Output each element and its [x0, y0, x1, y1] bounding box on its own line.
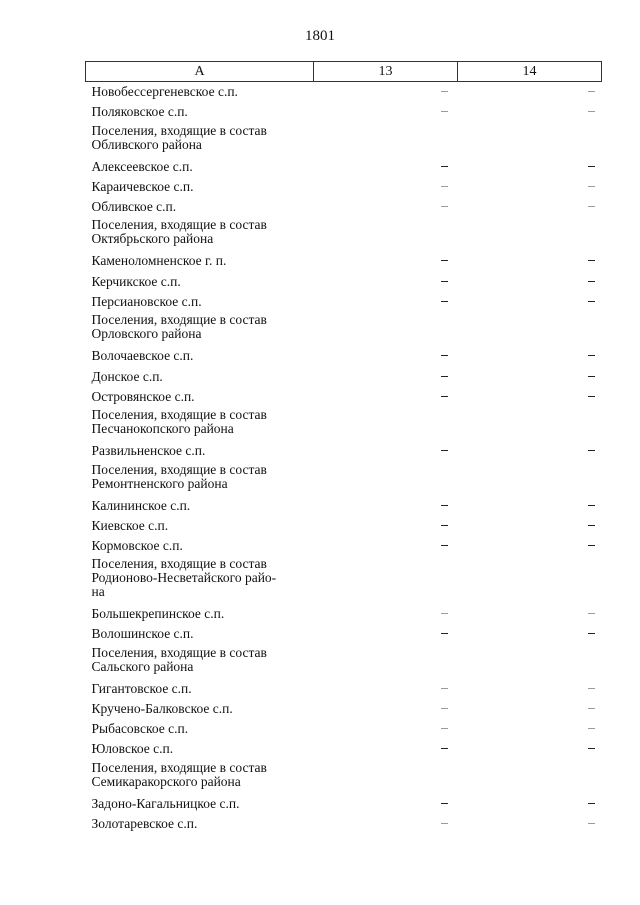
dash-mark [441, 281, 448, 282]
dash-mark [588, 748, 595, 749]
settlement-name-cell: Кручено-Балковское с.п. [91, 700, 233, 716]
column-14-cell [458, 367, 602, 387]
column-14-cell [458, 496, 602, 516]
column-13-cell [314, 441, 458, 461]
column-header-14: 14 [458, 62, 602, 82]
table-row [86, 346, 602, 366]
dash-mark [588, 376, 595, 377]
dash-mark [441, 376, 448, 377]
dash-mark [588, 633, 595, 634]
column-14-cell [458, 645, 602, 679]
section-heading-row [86, 462, 602, 496]
table-row [86, 251, 602, 271]
column-14-cell [458, 814, 602, 834]
column-14-cell [458, 760, 602, 794]
column-13-cell [314, 387, 458, 407]
settlement-name-cell: Юловское с.п. [91, 741, 174, 757]
dash-mark [441, 260, 448, 261]
table-row [86, 197, 602, 217]
dash-mark [441, 633, 448, 634]
column-13-cell [314, 177, 458, 197]
settlement-name-cell: Керчикское с.п. [91, 273, 181, 289]
column-13-cell [314, 760, 458, 794]
settlement-name-cell: Золотаревское с.п. [91, 816, 198, 832]
settlement-name-cell: Каменоломненское г. п. [91, 253, 227, 269]
table-row [86, 496, 602, 516]
column-13-cell [314, 604, 458, 624]
column-13-cell [314, 496, 458, 516]
table-row [86, 814, 602, 834]
dash-mark [441, 748, 448, 749]
column-13-cell [314, 292, 458, 312]
dash-mark [441, 688, 448, 689]
column-13-cell [314, 367, 458, 387]
column-header-13: 13 [314, 62, 458, 82]
dash-mark [588, 728, 595, 729]
section-heading-row [86, 312, 602, 346]
dash-mark [588, 301, 595, 302]
column-14-cell [458, 719, 602, 739]
settlement-name-cell: Большекрепинское с.п. [91, 605, 225, 621]
dash-mark [441, 206, 448, 207]
table-row [86, 272, 602, 292]
settlement-name-cell: Поселения, входящие в состав Октябрьского района [91, 217, 267, 247]
table-row [86, 516, 602, 536]
dash-mark [588, 260, 595, 261]
column-14-cell [458, 387, 602, 407]
settlement-name-cell: Поселения, входящие в состав Родионово-Несветайского райо- на [91, 556, 277, 600]
settlement-name-cell: Новобессергеневское с.п. [91, 84, 238, 99]
dash-mark [588, 186, 595, 187]
dash-mark [588, 688, 595, 689]
column-13-cell [314, 739, 458, 759]
column-14-cell [458, 516, 602, 536]
column-14-cell [458, 679, 602, 699]
column-14-cell [458, 272, 602, 292]
section-heading-row [86, 407, 602, 441]
column-13-cell [314, 462, 458, 496]
dash-mark [441, 708, 448, 709]
column-13-cell [314, 251, 458, 271]
table-header-row [86, 62, 602, 82]
column-14-cell [458, 699, 602, 719]
dash-mark [588, 823, 595, 824]
dash-mark [588, 355, 595, 356]
column-header-a: A [86, 62, 314, 82]
section-heading-row [86, 123, 602, 157]
table-row [86, 82, 602, 103]
column-14-cell [458, 624, 602, 644]
dash-mark [588, 708, 595, 709]
column-14-cell [458, 197, 602, 217]
settlement-name-cell: Поселения, входящие в состав Обливского района [91, 122, 267, 152]
settlement-name-cell: Волошинское с.п. [91, 626, 194, 642]
settlement-name-cell: Развильненское с.п. [91, 443, 206, 459]
dash-mark [588, 525, 595, 526]
column-14-cell [458, 157, 602, 177]
dash-mark [588, 396, 595, 397]
settlement-name-cell: Гигантовское с.п. [91, 680, 192, 696]
column-14-cell [458, 346, 602, 366]
dash-mark [441, 91, 448, 92]
column-13-cell [314, 407, 458, 441]
settlement-name-cell: Поселения, входящие в состав Сальского района [91, 644, 267, 674]
section-heading-row [86, 217, 602, 251]
data-table [85, 61, 602, 834]
dash-mark [588, 166, 595, 167]
column-14-cell [458, 556, 602, 604]
column-13-cell [314, 536, 458, 556]
dash-mark [441, 186, 448, 187]
column-14-cell [458, 462, 602, 496]
dash-mark [441, 545, 448, 546]
table-row [86, 679, 602, 699]
dash-mark [441, 111, 448, 112]
dash-mark [588, 281, 595, 282]
column-13-cell [314, 719, 458, 739]
settlement-name-cell: Поселения, входящие в состав Орловского района [91, 312, 267, 342]
table-row [86, 719, 602, 739]
column-14-cell [458, 217, 602, 251]
dash-mark [441, 803, 448, 804]
dash-mark [588, 91, 595, 92]
settlement-name-cell: Задоно-Кагальницкое с.п. [91, 795, 240, 811]
settlement-name-cell: Обливское с.п. [91, 199, 177, 215]
table-body [86, 82, 602, 835]
settlement-name-cell: Поселения, входящие в состав Ремонтненского района [91, 461, 267, 491]
page-number: 1801 [305, 28, 335, 44]
settlement-name-cell: Поселения, входящие в состав Песчанокопского района [91, 407, 267, 437]
table-row [86, 794, 602, 814]
settlement-name-cell: Поляковское с.п. [91, 104, 188, 120]
dash-mark [588, 505, 595, 506]
dash-mark [441, 355, 448, 356]
settlement-name-cell: Волочаевское с.п. [91, 348, 194, 364]
column-14-cell [458, 739, 602, 759]
table-row [86, 699, 602, 719]
column-14-cell [458, 604, 602, 624]
column-14-cell [458, 312, 602, 346]
column-13-cell [314, 679, 458, 699]
dash-mark [588, 545, 595, 546]
dash-mark [588, 111, 595, 112]
settlement-name-cell: Караичевское с.п. [91, 178, 194, 194]
section-heading-row [86, 645, 602, 679]
settlement-name-cell: Персиановское с.п. [91, 294, 202, 310]
column-14-cell [458, 123, 602, 157]
column-13-cell [314, 157, 458, 177]
dash-mark [588, 450, 595, 451]
column-14-cell [458, 177, 602, 197]
table-row [86, 367, 602, 387]
column-13-cell [314, 197, 458, 217]
column-13-cell [314, 645, 458, 679]
column-13-cell [314, 814, 458, 834]
column-13-cell [314, 699, 458, 719]
settlement-name-cell: Алексеевское с.п. [91, 158, 193, 174]
settlement-name-cell: Калининское с.п. [91, 497, 191, 513]
settlement-name-cell: Островянское с.п. [91, 388, 195, 404]
column-13-cell [314, 217, 458, 251]
column-13-cell [314, 82, 458, 103]
section-heading-row [86, 760, 602, 794]
dash-mark [441, 396, 448, 397]
table-row [86, 441, 602, 461]
settlement-name-cell: Кормовское с.п. [91, 538, 183, 554]
column-13-cell [314, 346, 458, 366]
dash-mark [441, 525, 448, 526]
table-row [86, 102, 602, 122]
settlement-name-cell: Рыбасовское с.п. [91, 721, 189, 737]
dash-mark [441, 301, 448, 302]
table-row [86, 536, 602, 556]
table-row [86, 292, 602, 312]
column-14-cell [458, 82, 602, 103]
dash-mark [441, 728, 448, 729]
dash-mark [588, 206, 595, 207]
settlement-name-cell: Поселения, входящие в состав Семикаракорского района [91, 759, 267, 789]
dash-mark [441, 450, 448, 451]
table-row [86, 624, 602, 644]
dash-mark [441, 505, 448, 506]
table-row [86, 387, 602, 407]
table-row [86, 177, 602, 197]
column-13-cell [314, 272, 458, 292]
dash-mark [441, 613, 448, 614]
column-14-cell [458, 102, 602, 122]
settlement-name-cell: Киевское с.п. [91, 517, 169, 533]
dash-mark [441, 166, 448, 167]
dash-mark [588, 803, 595, 804]
column-13-cell [314, 624, 458, 644]
column-13-cell [314, 794, 458, 814]
column-14-cell [458, 441, 602, 461]
table-row [86, 157, 602, 177]
settlement-name-cell: Донское с.п. [91, 368, 163, 384]
table-row [86, 604, 602, 624]
column-14-cell [458, 251, 602, 271]
dash-mark [441, 823, 448, 824]
column-14-cell [458, 292, 602, 312]
column-14-cell [458, 794, 602, 814]
dash-mark [588, 613, 595, 614]
section-heading-row [86, 556, 602, 604]
column-13-cell [314, 516, 458, 536]
table-row [86, 739, 602, 759]
column-13-cell [314, 556, 458, 604]
column-14-cell [458, 407, 602, 441]
column-13-cell [314, 312, 458, 346]
column-13-cell [314, 102, 458, 122]
column-14-cell [458, 536, 602, 556]
column-13-cell [314, 123, 458, 157]
